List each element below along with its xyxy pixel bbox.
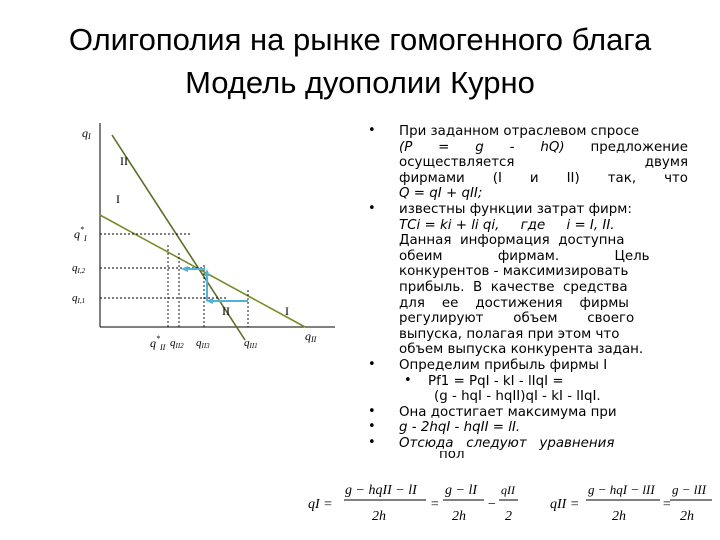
y-axis-label: qI <box>82 126 91 141</box>
formula-num3: qII <box>501 483 515 497</box>
list-item-continuation: (g - hqI - hqII)qI - kI - lIqI. <box>434 389 601 405</box>
formula-den1: 2h <box>372 509 386 524</box>
formula-minus1: − <box>487 497 497 512</box>
list-item: • Определим прибыль фирмы I <box>368 356 608 373</box>
x-tick-qII1: qII1 <box>244 337 258 350</box>
curve-label-II-right: II <box>222 304 230 318</box>
bullet-icon: • <box>368 200 376 216</box>
cournot-diagram <box>60 115 350 355</box>
slide-title-line1: Олигополия на рынке гомогенного блага <box>68 22 652 57</box>
list-item: • Отсюда следуют уравнения пол <box>368 434 615 462</box>
x-tick-qII2: qII2 <box>170 337 184 350</box>
list-item: • g - 2hqI - hqII = lI. <box>368 419 521 436</box>
formula-eq2: = <box>662 497 672 512</box>
reaction-functions-formula <box>300 470 720 540</box>
formula-qI-label: qI = <box>308 497 333 512</box>
formula-qII-label: qII = <box>550 497 580 512</box>
y-tick-qI-star: $q^*_I$ <box>74 225 87 243</box>
formula-num2: g − lI <box>445 483 477 498</box>
formula-num4: g − hqI − lII <box>588 482 655 497</box>
x-tick-qII3: qII3 <box>196 337 210 350</box>
bullet-icon: • <box>368 419 376 435</box>
formula-eq1: = <box>430 497 440 512</box>
list-item: • При заданном отраслевом спросе (P = g - hQ) предложение осуществляется двумя фирмами (I и II) так, что Q = qI + qII; <box>368 123 688 202</box>
bullet-icon: • <box>368 356 376 372</box>
bullet-icon: • <box>368 434 376 450</box>
bullet-icon: • <box>368 123 376 138</box>
curve-label-I-left: I <box>116 192 120 206</box>
formula-num1: g − hqII − lI <box>345 483 417 498</box>
formula-den2: 2h <box>452 509 466 524</box>
reaction-line-I <box>100 215 305 327</box>
bullet-icon: • <box>404 372 412 388</box>
formula-num5: g − lII <box>672 482 707 497</box>
x-tick-qII-star: $q^*_{II}$ <box>150 334 166 352</box>
formula-den5: 2h <box>680 509 694 524</box>
slide-title-line2: Модель дуополии Курно <box>185 65 535 100</box>
bullet-icon: • <box>368 403 376 419</box>
x-axis-label: qII <box>305 329 317 344</box>
list-item: • Pf1 = PqI - kI - lIqI = <box>404 372 564 389</box>
formula-den4: 2h <box>612 509 626 524</box>
y-tick-qI2: qI,2 <box>72 262 86 275</box>
formula-den3: 2 <box>505 509 512 524</box>
curve-label-II-top: II <box>120 154 128 168</box>
y-tick-qI1: qI,1 <box>72 292 86 305</box>
list-item: • Она достигает максимума при <box>368 403 617 420</box>
bullet-list <box>368 124 688 461</box>
list-item: • известны функции затрат фирм: TCi = ki + li qi, где i = I, II. Данная информация доступна обеим фирмам. Цель конкурентов - максимизировать прибыль. В качестве средства для ее достижения фирмы регулируют объем своего выпуска, полагая при этом что объем выпуска конкурента задан. <box>368 200 650 358</box>
curve-label-I-right: I <box>285 304 289 318</box>
